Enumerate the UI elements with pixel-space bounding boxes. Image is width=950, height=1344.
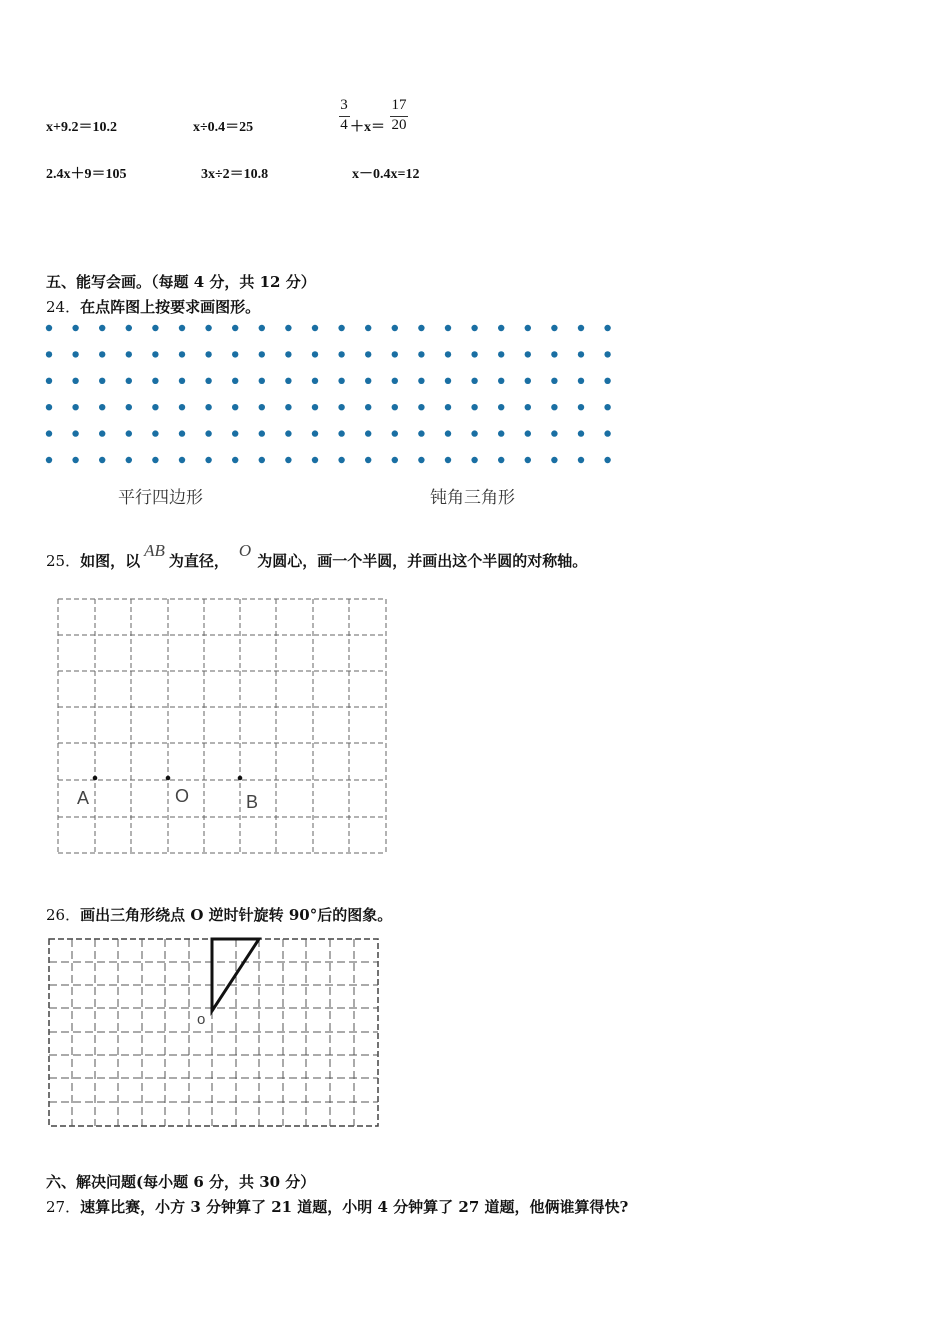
equation-3: 2.4x＋9＝105	[46, 167, 127, 182]
grid-dot[interactable]	[312, 430, 318, 436]
grid-dot[interactable]	[179, 404, 185, 410]
grid-dot[interactable]	[259, 404, 265, 410]
grid-dot[interactable]	[126, 404, 132, 410]
grid-dot[interactable]	[604, 378, 610, 384]
grid-dot[interactable]	[285, 351, 291, 357]
grid-dot[interactable]	[232, 378, 238, 384]
grid-dot[interactable]	[46, 325, 52, 331]
grid-dot[interactable]	[551, 404, 557, 410]
grid-dot[interactable]	[445, 378, 451, 384]
grid-dot[interactable]	[46, 378, 52, 384]
grid-dot[interactable]	[205, 325, 211, 331]
dot-grid[interactable]	[40, 320, 620, 470]
grid-dot[interactable]	[259, 457, 265, 463]
grid-dot[interactable]	[578, 457, 584, 463]
grid-dot[interactable]	[418, 325, 424, 331]
grid-dot[interactable]	[578, 325, 584, 331]
grid-dot[interactable]	[471, 325, 477, 331]
grid-dot[interactable]	[99, 351, 105, 357]
grid-dot[interactable]	[205, 378, 211, 384]
grid-dot[interactable]	[365, 430, 371, 436]
grid-dot[interactable]	[445, 457, 451, 463]
grid-dot[interactable]	[471, 430, 477, 436]
grid-dot[interactable]	[152, 325, 158, 331]
grid-dot[interactable]	[205, 457, 211, 463]
grid-dot[interactable]	[179, 430, 185, 436]
grid-dot[interactable]	[365, 351, 371, 357]
question-text: 为直径，	[168, 552, 229, 570]
grid-dot[interactable]	[259, 378, 265, 384]
grid-dot[interactable]	[551, 378, 557, 384]
grid-dot[interactable]	[498, 430, 504, 436]
grid-dot[interactable]	[498, 404, 504, 410]
grid-dot[interactable]	[285, 430, 291, 436]
question-number: 26．	[46, 906, 81, 924]
grid-dot[interactable]	[338, 325, 344, 331]
grid-dot[interactable]	[418, 378, 424, 384]
grid-dot[interactable]	[232, 457, 238, 463]
grid-dot[interactable]	[152, 404, 158, 410]
grid-dot[interactable]	[312, 325, 318, 331]
question-26	[46, 904, 392, 925]
grid-dot[interactable]	[471, 378, 477, 384]
grid-dot[interactable]	[72, 430, 78, 436]
grid-dot[interactable]	[365, 325, 371, 331]
grid-dot[interactable]	[471, 404, 477, 410]
grid-dot[interactable]	[418, 430, 424, 436]
point-b-label: B	[246, 792, 259, 812]
grid-dot[interactable]	[285, 325, 291, 331]
grid-dot[interactable]	[232, 351, 238, 357]
equation-1: x+9.2＝10.2	[46, 120, 117, 135]
grid-dot[interactable]	[525, 378, 531, 384]
grid-dot[interactable]	[126, 378, 132, 384]
grid-dot[interactable]	[179, 457, 185, 463]
grid-dot[interactable]	[152, 430, 158, 436]
grid-dot[interactable]	[418, 404, 424, 410]
grid-dot[interactable]	[338, 351, 344, 357]
point-b-dot	[238, 776, 243, 781]
grid-dot[interactable]	[418, 351, 424, 357]
question-24	[46, 296, 260, 317]
equation-5: x－0.4x=12	[352, 167, 420, 182]
grid-dot[interactable]	[604, 457, 610, 463]
grid-dot[interactable]	[471, 351, 477, 357]
question-number: 25．	[46, 552, 81, 570]
grid-dot[interactable]	[205, 404, 211, 410]
grid-dot[interactable]	[578, 404, 584, 410]
grid-dot[interactable]	[392, 430, 398, 436]
section-6-heading: 六、解决问题(每小题 6 分，共 30 分）	[46, 1173, 316, 1191]
grid-dot[interactable]	[312, 457, 318, 463]
grid-dot[interactable]	[126, 351, 132, 357]
symbol-o: O	[238, 541, 252, 560]
grid-dot[interactable]	[418, 457, 424, 463]
grid-dot[interactable]	[338, 378, 344, 384]
grid-dot[interactable]	[232, 325, 238, 331]
equation-2: x÷0.4＝25	[193, 120, 254, 135]
grid-dot[interactable]	[72, 404, 78, 410]
grid-dot[interactable]	[525, 457, 531, 463]
grid-dot[interactable]	[525, 351, 531, 357]
grid-dot[interactable]	[551, 325, 557, 331]
grid-dot[interactable]	[604, 325, 610, 331]
grid-dot[interactable]	[99, 404, 105, 410]
grid-dot[interactable]	[99, 325, 105, 331]
grid-dot[interactable]	[365, 378, 371, 384]
grid-dot[interactable]	[551, 457, 557, 463]
grid-dot[interactable]	[46, 404, 52, 410]
grid-dot[interactable]	[604, 430, 610, 436]
grid-dot[interactable]	[152, 378, 158, 384]
fraction-numerator: 17	[391, 97, 407, 113]
grid-dot[interactable]	[72, 378, 78, 384]
question-number: 27．	[46, 1198, 81, 1216]
question-27	[46, 1196, 628, 1217]
grid-dot[interactable]	[498, 457, 504, 463]
grid-dot[interactable]	[179, 351, 185, 357]
grid-dot[interactable]	[471, 457, 477, 463]
grid-dot[interactable]	[392, 457, 398, 463]
point-o-label: O	[175, 786, 190, 806]
square-grid-q25[interactable]	[50, 592, 395, 862]
grid-dot[interactable]	[392, 325, 398, 331]
question-text: 画出三角形绕点 O 逆时针旋转 90°后的图象。	[80, 906, 393, 924]
fraction-equation-middle: ＋x＝	[350, 120, 385, 135]
grid-dot[interactable]	[126, 430, 132, 436]
parallelogram-label: 平行四边形	[118, 488, 203, 507]
grid-dot[interactable]	[551, 351, 557, 357]
grid-dot[interactable]	[445, 325, 451, 331]
grid-dot[interactable]	[259, 430, 265, 436]
section-5-heading: 五、能写会画。（每题 4 分，共 12 分）	[46, 273, 316, 291]
grid-dot[interactable]	[46, 457, 52, 463]
grid-dot[interactable]	[498, 325, 504, 331]
grid-dot[interactable]	[285, 457, 291, 463]
grid-dot[interactable]	[232, 404, 238, 410]
grid-dot[interactable]	[525, 325, 531, 331]
grid-dot[interactable]	[179, 378, 185, 384]
question-text: 为圆心，画一个半圆，并画出这个半圆的对称轴。	[257, 552, 588, 570]
point-o-dot	[166, 776, 171, 781]
grid-dot[interactable]	[338, 457, 344, 463]
grid-dot[interactable]	[312, 378, 318, 384]
point-a-dot	[93, 776, 98, 781]
grid-dot[interactable]	[525, 404, 531, 410]
grid-dot[interactable]	[312, 404, 318, 410]
grid-dot[interactable]	[259, 351, 265, 357]
grid-dot[interactable]	[285, 378, 291, 384]
grid-dot[interactable]	[46, 351, 52, 357]
grid-dot[interactable]	[152, 457, 158, 463]
grid-dot[interactable]	[578, 378, 584, 384]
grid-dot[interactable]	[99, 457, 105, 463]
grid-dot[interactable]	[604, 351, 610, 357]
grid-dot[interactable]	[259, 325, 265, 331]
grid-dot[interactable]	[498, 351, 504, 357]
grid-dot[interactable]	[72, 457, 78, 463]
grid-dot[interactable]	[338, 404, 344, 410]
grid-dot[interactable]	[445, 430, 451, 436]
grid-dot[interactable]	[126, 457, 132, 463]
point-o-label: o	[197, 1011, 206, 1028]
grid-dot[interactable]	[365, 457, 371, 463]
equation-4: 3x÷2＝10.8	[201, 167, 269, 182]
grid-dot[interactable]	[179, 325, 185, 331]
grid-dot[interactable]	[445, 351, 451, 357]
grid-dot[interactable]	[365, 404, 371, 410]
grid-dot[interactable]	[392, 378, 398, 384]
grid-dot[interactable]	[72, 325, 78, 331]
grid-dot[interactable]	[392, 404, 398, 410]
grid-dot[interactable]	[205, 351, 211, 357]
grid-dot[interactable]	[578, 430, 584, 436]
grid-dot[interactable]	[99, 430, 105, 436]
grid-dot[interactable]	[498, 378, 504, 384]
question-text: 在点阵图上按要求画图形。	[80, 298, 261, 316]
question-text: 如图，以	[80, 552, 141, 570]
grid-dot[interactable]	[551, 430, 557, 436]
grid-dot[interactable]	[126, 325, 132, 331]
point-a-label: A	[77, 788, 90, 808]
question-number: 24．	[46, 298, 81, 316]
grid-dot[interactable]	[232, 430, 238, 436]
grid-dot[interactable]	[578, 351, 584, 357]
square-grid-q26[interactable]	[46, 934, 384, 1132]
grid-dot[interactable]	[46, 430, 52, 436]
grid-dot[interactable]	[152, 351, 158, 357]
symbol-ab: AB	[144, 541, 165, 560]
grid-dot[interactable]	[99, 378, 105, 384]
grid-dot[interactable]	[604, 404, 610, 410]
fraction-numerator: 3	[340, 97, 348, 113]
question-25	[46, 541, 588, 571]
grid-dot[interactable]	[312, 351, 318, 357]
fraction-denominator: 20	[391, 117, 407, 133]
grid-dot[interactable]	[525, 430, 531, 436]
grid-dot[interactable]	[285, 404, 291, 410]
fraction-denominator: 4	[340, 117, 348, 133]
grid-dot[interactable]	[205, 430, 211, 436]
grid-dot[interactable]	[72, 351, 78, 357]
grid-dot[interactable]	[392, 351, 398, 357]
grid-dot[interactable]	[445, 404, 451, 410]
question-text: 速算比赛，小方 3 分钟算了 21 道题，小明 4 分钟算了 27 道题，他俩谁算得快?	[80, 1198, 629, 1216]
grid-dot[interactable]	[338, 430, 344, 436]
obtuse-triangle-label: 钝角三角形	[430, 488, 515, 507]
